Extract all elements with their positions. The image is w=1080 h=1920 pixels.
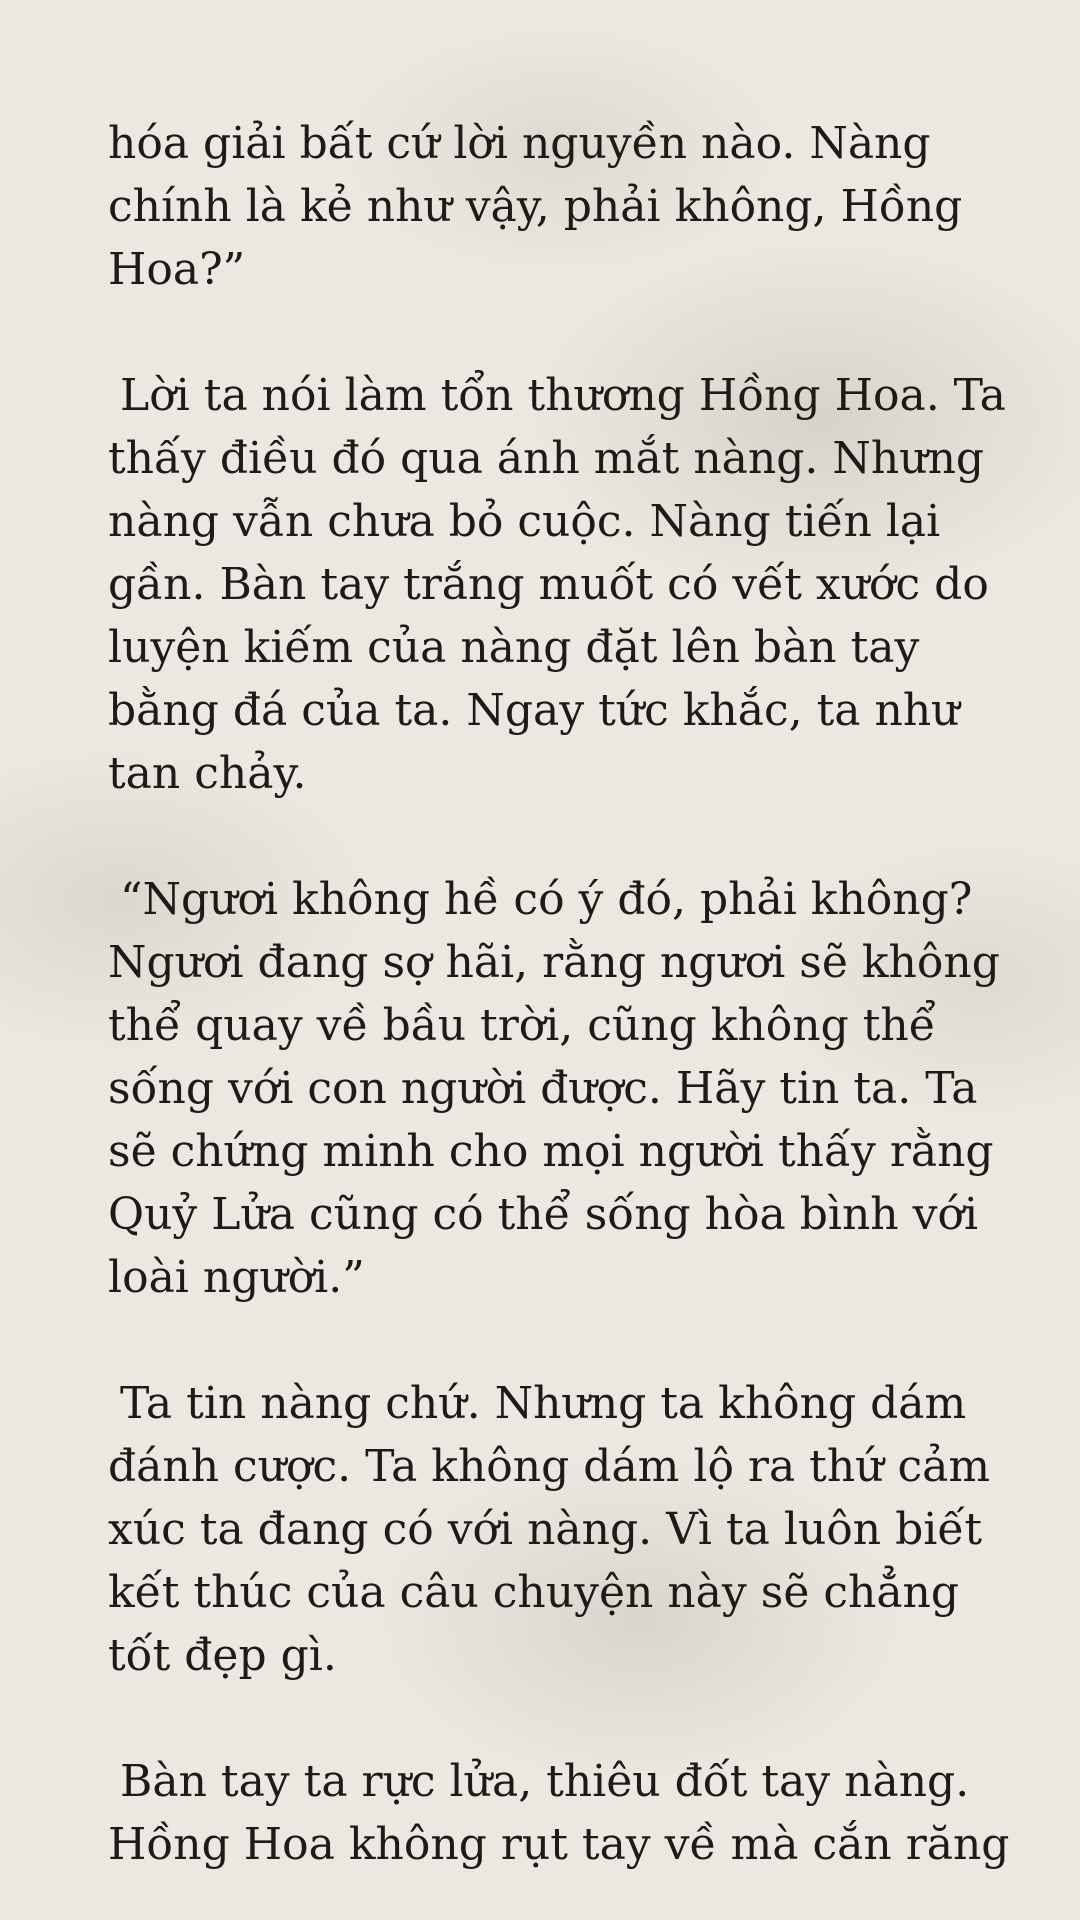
text-line: tốt đẹp gì. — [108, 1630, 337, 1681]
text-line: tan chảy. — [108, 748, 307, 799]
text-line: sẽ chứng minh cho mọi người thấy rằng — [108, 1126, 994, 1177]
text-line: loài người.” — [108, 1252, 365, 1303]
text-line: Ngươi đang sợ hãi, rằng ngươi sẽ không — [108, 937, 1000, 988]
text-line: Quỷ Lửa cũng có thể sống hòa bình với — [108, 1189, 979, 1240]
text-line: thấy điều đó qua ánh mắt nàng. Nhưng — [108, 433, 985, 484]
text-line: Lời ta nói làm tổn thương Hồng Hoa. Ta — [120, 370, 1006, 421]
paragraph-4 — [108, 1372, 991, 1687]
text-line: xúc ta đang có với nàng. Vì ta luôn biết — [108, 1504, 983, 1555]
paragraph-5 — [108, 1750, 1010, 1876]
text-line: Hồng Hoa không rụt tay về mà cắn răng — [108, 1819, 1010, 1870]
text-line: kết thúc của câu chuyện này sẽ chẳng — [108, 1567, 960, 1618]
paragraph-2 — [108, 364, 1006, 805]
paragraph-1 — [108, 112, 972, 301]
text-line: bằng đá của ta. Ngay tức khắc, ta như — [108, 685, 960, 736]
text-line: thể quay về bầu trời, cũng không thể — [108, 1000, 936, 1051]
paragraph-3 — [108, 868, 1000, 1309]
text-line: nàng vẫn chưa bỏ cuộc. Nàng tiến lại — [108, 496, 941, 547]
text-line: “Ngươi không hề có ý đó, phải không? — [120, 874, 973, 925]
text-line: sống với con người được. Hãy tin ta. Ta — [108, 1063, 978, 1114]
text-line: Hoa?” — [108, 244, 246, 295]
text-line: hóa giải bất cứ lời nguyền nào. Nàng — [108, 118, 931, 169]
text-line: đánh cược. Ta không dám lộ ra thứ cảm — [108, 1441, 991, 1492]
story-text-page — [108, 112, 1010, 1876]
text-line: chính là kẻ như vậy, phải không, Hồng — [108, 181, 963, 232]
text-line: Bàn tay ta rực lửa, thiêu đốt tay nàng. — [120, 1756, 970, 1807]
text-line: Ta tin nàng chứ. Nhưng ta không dám — [120, 1378, 967, 1429]
text-line: gần. Bàn tay trắng muốt có vết xước do — [108, 559, 989, 610]
text-line: luyện kiếm của nàng đặt lên bàn tay — [108, 622, 920, 673]
